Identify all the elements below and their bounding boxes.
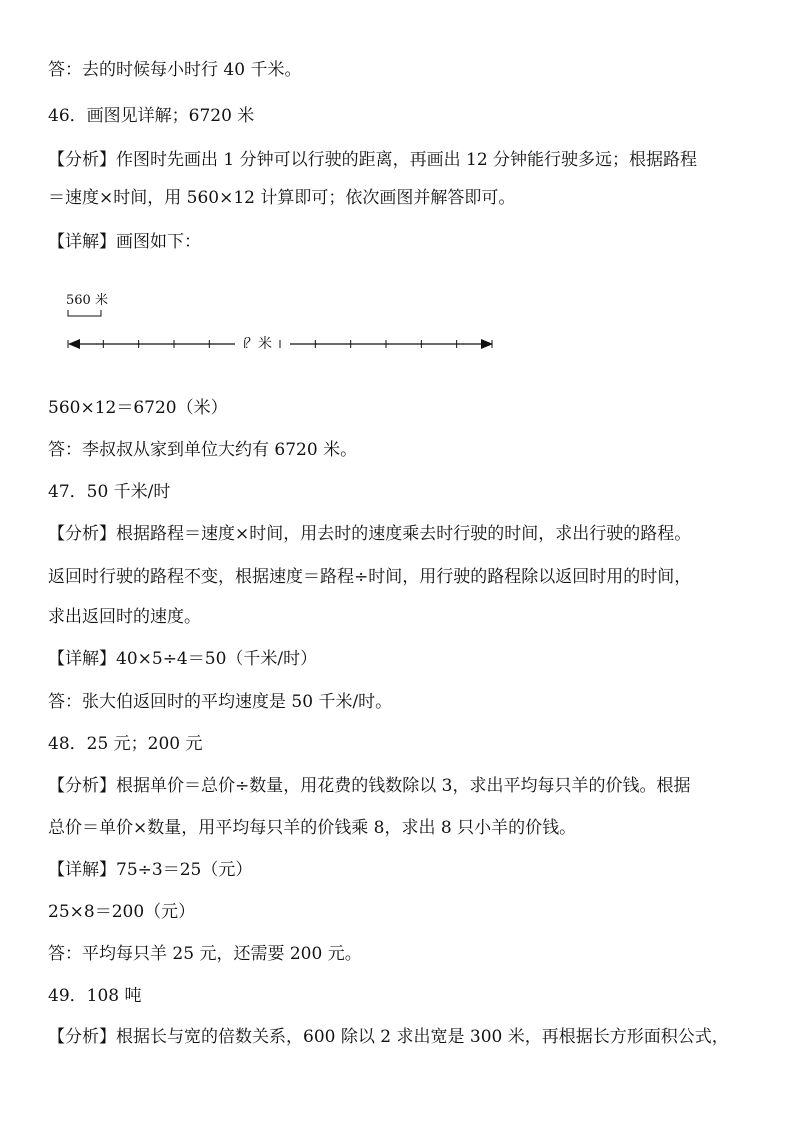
text-line: 【分析】作图时先画出 1 分钟可以行驶的距离，再画出 12 分钟能行驶多远；根据路程 (48, 150, 698, 170)
unit-label: 560 米 (66, 293, 108, 308)
text-line: 答：去的时候每小时行 40 千米。 (48, 60, 302, 80)
text-line: 560×12＝6720（米） (48, 398, 228, 418)
text-line: 总价＝单价×数量，用平均每只羊的价钱乘 8，求出 8 只小羊的价钱。 (48, 818, 577, 838)
total-label: ？米 (244, 336, 272, 352)
text-line: 47．50 千米/时 (48, 482, 171, 502)
text-line: 【详解】75÷3＝25（元） (48, 860, 253, 880)
text-line: 【详解】40×5÷4＝50（千米/时） (48, 649, 318, 669)
text-line: 求出返回时的速度。 (48, 607, 201, 627)
distance-diagram (60, 280, 500, 360)
text-line: 答：平均每只羊 25 元，还需要 200 元。 (48, 944, 362, 964)
right-arrowhead (481, 339, 493, 349)
text-line: 【分析】根据单价＝总价÷数量，用花费的钱数除以 3，求出平均每只羊的价钱。根据 (48, 776, 691, 796)
text-line: 48．25 元；200 元 (48, 734, 203, 754)
text-line: 答：李叔叔从家到单位大约有 6720 米。 (48, 440, 358, 460)
text-line: ＝速度×时间，用 560×12 计算即可；依次画图并解答即可。 (48, 188, 516, 208)
text-line: 返回时行驶的路程不变，根据速度＝路程÷时间，用行驶的路程除以返回时用的时间， (48, 567, 692, 587)
text-line: 25×8＝200（元） (48, 902, 196, 922)
left-arrowhead (68, 339, 80, 349)
text-line: 【分析】根据长与宽的倍数关系，600 除以 2 求出宽是 300 米，再根据长方形面积公式， (48, 1027, 729, 1047)
text-line: 46．画图见详解；6720 米 (48, 106, 255, 126)
text-line: 【分析】根据路程＝速度×时间，用去时的速度乘去时行驶的时间，求出行驶的路程。 (48, 524, 692, 544)
unit-bracket (68, 310, 101, 316)
text-line: 49．108 吨 (48, 986, 142, 1006)
text-line: 答：张大伯返回时的平均速度是 50 千米/时。 (48, 692, 393, 712)
text-line: 【详解】画图如下： (48, 232, 201, 252)
